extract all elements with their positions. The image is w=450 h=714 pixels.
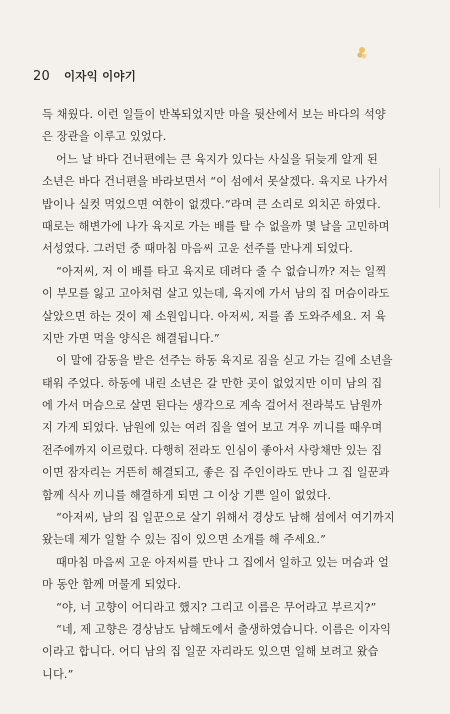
text-line: 은 장관을 이루고 있었다. (42, 130, 167, 144)
text-line: 때로는 해변가에 나가 육지로 가는 배를 탈 수 없을까 몇 날을 고민하며 (42, 219, 390, 233)
text-line: 득 채웠다. 이런 일들이 반복되었지만 마을 뒷산에서 보는 바다의 석양 (42, 108, 386, 121)
text-line: 밥이나 실컷 먹었으면 여한이 없겠다.”라며 큰 소리로 외치곤 하였다. (42, 197, 381, 211)
text-line: 함께 식사 끼니를 해결하게 되면 그 이상 기쁜 일이 없었다. (42, 488, 332, 502)
text-line: 소년은 바다 건너편을 바라보면서 “이 섬에서 못살겠다. 육지로 나가서 (42, 175, 389, 189)
page-number: 20 (33, 69, 50, 84)
running-title: 이자익 이야기 (63, 69, 137, 83)
text-line: 마 동안 함께 머물게 되었다. (42, 578, 182, 592)
body-text (42, 104, 430, 686)
text-line: “아저씨, 남의 집 일꾼으로 살기 위해서 경상도 남해 섬에서 여기까지 (56, 511, 395, 525)
text-line: 태워 주었다. 하동에 내린 소년은 갈 만한 곳이 없었지만 이미 남의 집 (42, 376, 383, 390)
text-line: 지 가게 되었다. 남원에 있는 여러 집을 열어 보고 겨우 끼니를 때우며 (42, 421, 383, 435)
text-line: 이면 잠자리는 거뜬히 해결되고, 좋은 집 주인이라도 만나 그 집 일꾼과 (42, 466, 390, 480)
text-line: 전주에까지 이르렀다. 다행히 전라도 인심이 좋아서 사랑채만 있는 집 (42, 443, 383, 457)
text-line: 살았으면 하는 것이 제 소원입니다. 아저씨, 저를 좀 도와주세요. 저 육 (42, 309, 387, 323)
text-line: “아저씨, 저 이 배를 타고 육지로 데려다 줄 수 없습니까? 저는 일찍 (56, 264, 387, 278)
text-line: 이 말에 감동을 받은 선주는 하동 육지로 짐을 싣고 가는 길에 소년을 (56, 354, 393, 368)
text-line: 어느 날 바다 건너편에는 큰 육지가 있다는 사실을 뒤늦게 알게 된 (56, 152, 378, 166)
text-line: 때마침 마음씨 고운 아저씨를 만나 그 집에서 일하고 있는 머슴과 얼 (56, 555, 389, 569)
text-line: 서성였다. 그러던 중 때마침 마음씨 고운 선주를 만나게 되었다. (42, 242, 353, 256)
running-header (33, 68, 136, 84)
decorative-seal-icon (356, 46, 368, 60)
text-line: “네, 제 고향은 경상남도 남해도에서 출생하였습니다. 이름은 이자익 (56, 622, 392, 636)
text-line: 이라고 합니다. 어디 남의 집 일꾼 자리라도 있으면 일해 보려고 왔습 (42, 645, 379, 659)
page-edge-shadow (439, 168, 450, 208)
text-line: 에 가서 머슴으로 살면 된다는 생각으로 계속 걸어서 전라북도 남원까 (42, 399, 383, 413)
text-line: “야, 너 고향이 어디라고 했지? 그리고 이름은 무어라고 부르지?” (56, 600, 377, 614)
text-line: 왔는데 제가 일할 수 있는 집이 있으면 소개를 해 주세요.” (42, 533, 326, 547)
text-line: 이 부모를 잃고 고아처럼 살고 있는데, 육지에 가서 남의 집 머슴이라도 (42, 287, 390, 301)
text-line: 지만 가면 먹을 양식은 해결됩니다.” (42, 331, 220, 345)
text-line: 니다.” (42, 667, 74, 681)
